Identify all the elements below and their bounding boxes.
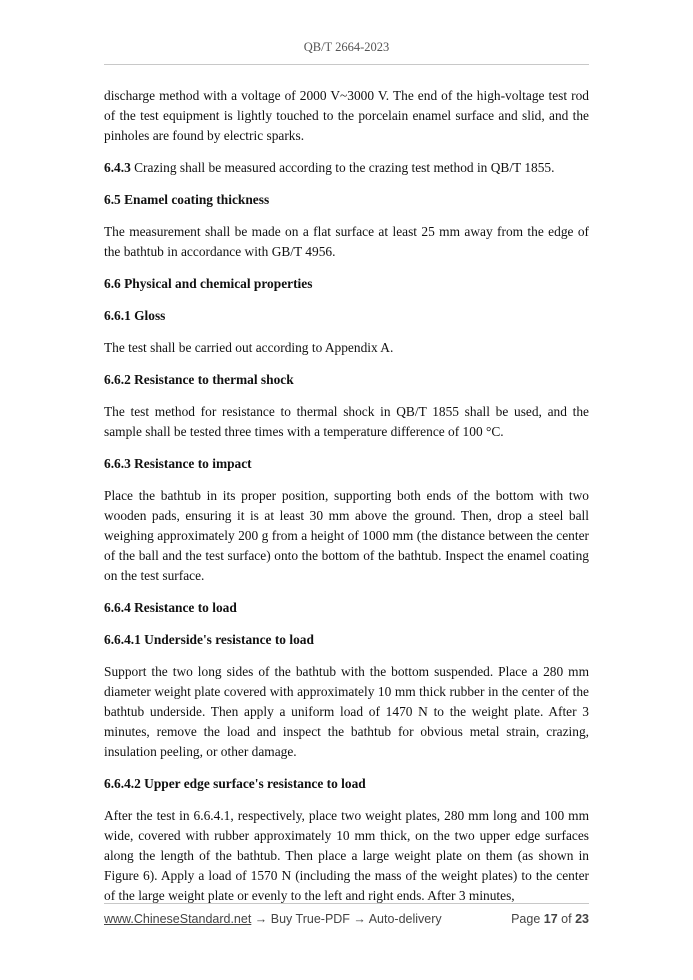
paragraph-6-6-2: The test method for resistance to thermal shock in QB/T 1855 shall be used, and the sample shall be tested three times with a temperature difference of 100 °C.: [104, 404, 589, 439]
footer-divider: [104, 903, 589, 904]
heading-6-6-2: 6.6.2 Resistance to thermal shock: [104, 372, 294, 387]
document-body: [104, 86, 589, 915]
heading-6-6-1: 6.6.1 Gloss: [104, 308, 166, 323]
of-word: of: [561, 912, 572, 926]
site-link[interactable]: www.ChineseStandard.net: [104, 912, 252, 926]
footer-tagline: → Buy True-PDF → Auto-delivery: [251, 912, 442, 926]
header-divider: [104, 64, 589, 65]
page-number: 17: [543, 912, 558, 926]
page-total: 23: [575, 912, 589, 926]
page-indicator: [511, 912, 589, 926]
paragraph-6-6-1: The test shall be carried out according to Appendix A.: [104, 340, 394, 355]
heading-6-6-4-2: 6.6.4.2 Upper edge surface's resistance to load: [104, 776, 366, 791]
paragraph-pinhole-method: discharge method with a voltage of 2000 V~3000 V. The end of the high-voltage test rod of the test equipment is lightly touched to the porcelain enamel surface and slid, and the pinholes are found by electric sparks.: [104, 88, 589, 143]
paragraph-6-6-4-2: After the test in 6.6.4.1, respectively, place two weight plates, 280 mm long and 100 mm wide, covered with rubber approximately 10 mm thick, on the two upper edge surfaces along the length of the bathtub. Then place a large weight plate on them (as shown in Figure 6). Apply a load of 1570 N (including the mass of the weight plates) to the center of the large weight plate or evenly to the left and right ends. After 3 minutes,: [104, 808, 589, 903]
paragraph-6-6-3: Place the bathtub in its proper position, supporting both ends of the bottom with two wooden pads, ensuring it is at least 30 mm above the ground. Then, drop a steel ball weighing approximately 200 g from a height of 1000 mm (the distance between the center of the ball and the test surface) onto the bottom of the bathtub. Inspect the enamel coating on the test surface.: [104, 488, 589, 583]
heading-6-6-3: 6.6.3 Resistance to impact: [104, 456, 252, 471]
clause-6-4-3: [104, 158, 589, 178]
heading-6-6-4-1: 6.6.4.1 Underside's resistance to load: [104, 632, 314, 647]
clause-6-4-3-number: 6.4.3: [104, 160, 131, 175]
paragraph-6-5: The measurement shall be made on a flat surface at least 25 mm away from the edge of the bathtub in accordance with GB/T 4956.: [104, 224, 589, 259]
heading-6-6: 6.6 Physical and chemical properties: [104, 276, 313, 291]
page-word: Page: [511, 912, 541, 926]
heading-6-5: 6.5 Enamel coating thickness: [104, 192, 270, 207]
heading-6-6-4: 6.6.4 Resistance to load: [104, 600, 237, 615]
paragraph-6-6-4-1: Support the two long sides of the bathtub with the bottom suspended. Place a 280 mm diameter weight plate covered with approximately 10 mm thick rubber in the center of the bathtub underside. Then apply a uniform load of 1470 N to the weight plate. After 3 minutes, remove the load and inspect the bathtub for obvious metal strain, crazing, insulation peeling, or other damage.: [104, 664, 589, 759]
footer-left: [104, 912, 442, 926]
clause-6-4-3-text: Crazing shall be measured according to the crazing test method in QB/T 1855.: [130, 160, 555, 175]
document-code-header: QB/T 2664-2023: [303, 40, 390, 54]
